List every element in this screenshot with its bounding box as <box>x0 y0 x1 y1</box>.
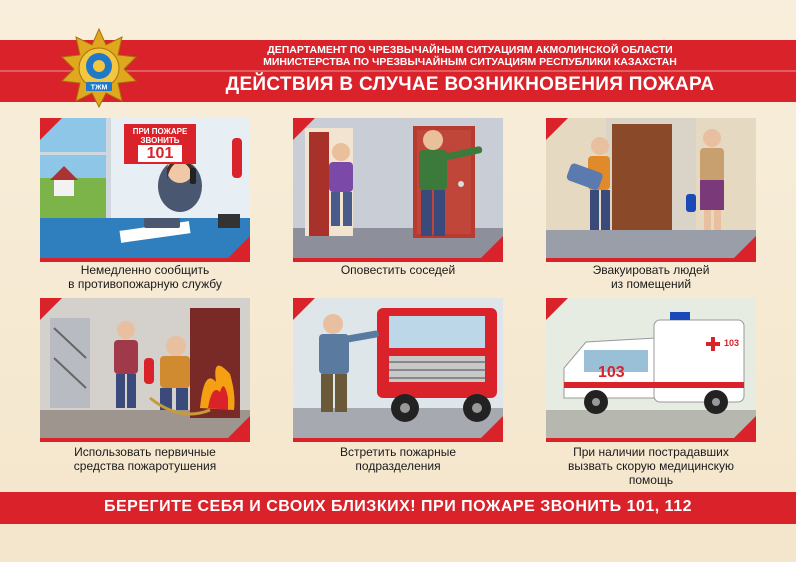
corner-accent <box>228 416 250 438</box>
corner-accent <box>734 416 756 438</box>
emblem-text: ТЖМ <box>90 84 108 92</box>
caption-line: Оповестить соседей <box>340 263 456 277</box>
caption-evacuate-people <box>531 263 771 291</box>
department-line-2: МИНИСТЕРСТВА ПО ЧРЕЗВЫЧАЙНЫМ СИТУАЦИЯМ РЕСПУБЛИКИ КАЗАХСТАН <box>263 56 677 68</box>
corner-accent <box>481 236 503 258</box>
caption-line: вызвать скорую медицинскую <box>567 459 735 473</box>
caption-line: помощь <box>628 473 674 487</box>
corner-accent <box>546 298 568 320</box>
caption-meet-fire-units <box>278 445 518 473</box>
sign-line-2: ЗВОНИТЬ <box>140 136 180 145</box>
caption-line: в противопожарную службу <box>68 277 222 291</box>
caption-call-fire-service <box>25 263 265 291</box>
panel-use-extinguisher <box>40 298 250 442</box>
ambulance-number-back: 103 <box>724 338 740 348</box>
footer-slogan: БЕРЕГИТЕ СЕБЯ И СВОИХ БЛИЗКИХ! ПРИ ПОЖАРЕ ЗВОНИТЬ 101, 112 <box>104 498 692 515</box>
emergency-sign <box>124 124 196 164</box>
department-name <box>150 44 790 68</box>
department-line-1: ДЕПАРТАМЕНТ ПО ЧРЕЗВЫЧАЙНЫМ СИТУАЦИЯМ АКМОЛИНСКОЙ ОБЛАСТИ <box>267 44 673 56</box>
ambulance-illustration <box>546 298 756 438</box>
caption-line: Встретить пожарные <box>339 445 457 459</box>
corner-accent <box>40 298 62 320</box>
caption-line: подразделения <box>355 459 441 473</box>
panel-meet-fire-units <box>293 298 503 442</box>
caption-line: средства пожаротушения <box>73 459 217 473</box>
page-title: ДЕЙСТВИЯ В СЛУЧАЕ ВОЗНИКНОВЕНИЯ ПОЖАРА <box>225 74 715 95</box>
emergency-ministry-emblem-icon <box>58 27 140 109</box>
caption-line: из помещений <box>610 277 692 291</box>
caption-use-extinguisher <box>25 445 265 473</box>
sign-line-1: ПРИ ПОЖАРЕ <box>132 127 188 136</box>
sign-number: 101 <box>138 145 182 162</box>
corner-accent <box>40 118 62 140</box>
panel-evacuate-people <box>546 118 756 262</box>
evacuation-illustration <box>546 118 756 258</box>
panel-call-fire-service <box>40 118 250 262</box>
caption-call-ambulance <box>531 445 771 487</box>
panel-call-ambulance <box>546 298 756 442</box>
caption-line: Эвакуировать людей <box>592 263 710 277</box>
corner-accent <box>481 416 503 438</box>
ambulance-number-side: 103 <box>598 364 625 381</box>
caption-line: Использовать первичные <box>74 445 216 459</box>
corner-accent <box>293 298 315 320</box>
corner-accent <box>228 236 250 258</box>
caption-notify-neighbors <box>278 263 518 277</box>
neighbors-door-illustration <box>293 118 503 258</box>
corner-accent <box>734 236 756 258</box>
caption-line: Немедленно сообщить <box>80 263 210 277</box>
panel-notify-neighbors <box>293 118 503 262</box>
extinguishing-fire-illustration <box>40 298 250 438</box>
corner-accent <box>546 118 568 140</box>
fire-truck-illustration <box>293 298 503 438</box>
caption-line: При наличии пострадавших <box>573 445 729 459</box>
corner-accent <box>293 118 315 140</box>
